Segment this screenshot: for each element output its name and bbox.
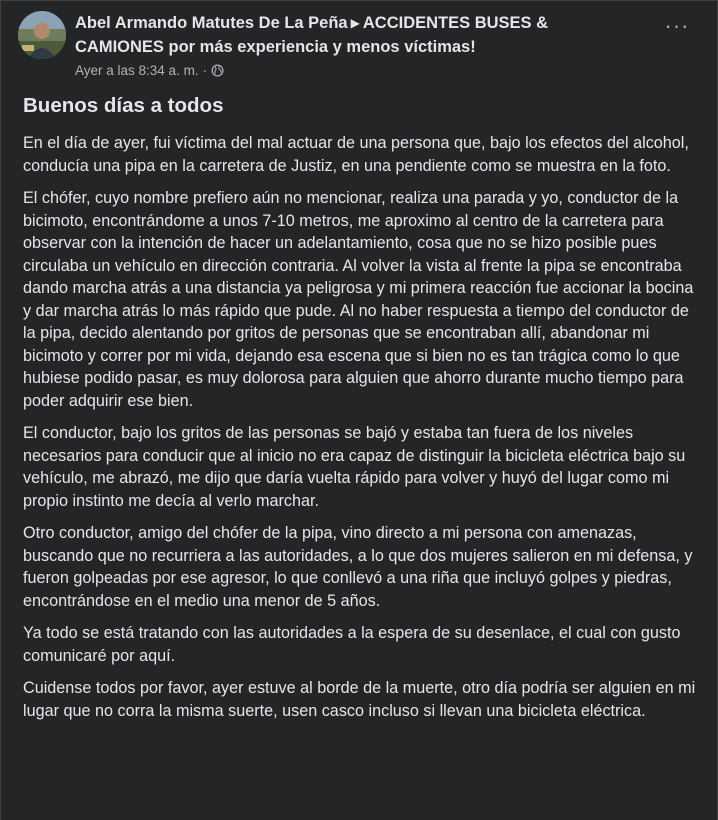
more-options-icon[interactable]: ···	[664, 13, 690, 38]
post-paragraph: Ya todo se está tratando con las autoridades a la espera de su desenlace, el cual con gusto comunicaré por aquí.	[23, 624, 681, 665]
post-author-line	[75, 11, 635, 59]
post-timestamp[interactable]: Ayer a las 8:34 a. m.	[75, 63, 199, 78]
globe-icon[interactable]	[211, 63, 224, 78]
post-paragraph: En el día de ayer, fui víctima del mal actuar de una persona que, bajo los efectos del alcohol, conducía una pipa en la carretera de Justiz, en una pendiente como se muestra en la foto.	[23, 134, 689, 175]
post-body	[23, 132, 703, 732]
author-name[interactable]: Abel Armando Matutes De La Peña	[75, 14, 348, 32]
caret-right-icon: ▶	[350, 16, 360, 30]
post-title: Buenos días a todos	[23, 94, 224, 117]
post-paragraph: Cuidense todos por favor, ayer estuve al borde de la muerte, otro día podría ser alguien en mi lugar que no corra la misma suerte, usen casco incluso si llevan una bicicleta eléctrica.	[23, 679, 696, 720]
post-paragraph: El conductor, bajo los gritos de las personas se bajó y estaba tan fuera de los niveles necesarios para conducir que al inicio no era capaz de distinguir la bicicleta eléctrica bajo su vehículo, me abrazó, me dijo que daría vuelta rápido para volver y huyó del lugar como mi propio instinto me decía al verlo marchar.	[23, 424, 686, 510]
post-meta	[75, 62, 224, 80]
post-paragraph: Otro conductor, amigo del chófer de la pipa, vino directo a mi persona con amenazas, buscando que no recurriera a las autoridades, a lo que dos mujeres salieron en mi defensa, y fueron golpeadas por ese agresor, lo que conllevó a una riña que incluyó golpes y piedras, encontrándose en el medio una menor de 5 años.	[23, 524, 693, 610]
post-header	[1, 1, 717, 89]
post-paragraph: El chófer, cuyo nombre prefiero aún no mencionar, realiza una parada y yo, conductor de la bicimoto, encontrándome a unos 7-10 metros, me aproximo al centro de la carretera para observar con la intención de hacer un adelantamiento, cosa que no se hizo posible pues circulaba un vehículo en dirección contraria. Al volver la vista al frente la pipa se encontraba dando marcha atrás a una distancia ya peligrosa y mi primera reacción fue accionar la bocina y dar marcha atrás lo más rápido que pude. Al no haber respuesta a tiempo del conductor de la pipa, decido alentando por gritos de personas que se encontraban allí, abandonar mi bicimoto y correr por mi vida, dejando esa escena que si bien no es tan trágica como lo que hubiese podido pasar, es muy dolorosa para alguien que ahorro durante mucho tiempo para poder adquirir ese bien.	[23, 189, 694, 410]
group-name[interactable]: ACCIDENTES BUSES & CAMIONES por más experiencia y menos víctimas!	[75, 14, 549, 56]
meta-separator: ·	[202, 63, 208, 78]
avatar[interactable]	[18, 11, 66, 59]
